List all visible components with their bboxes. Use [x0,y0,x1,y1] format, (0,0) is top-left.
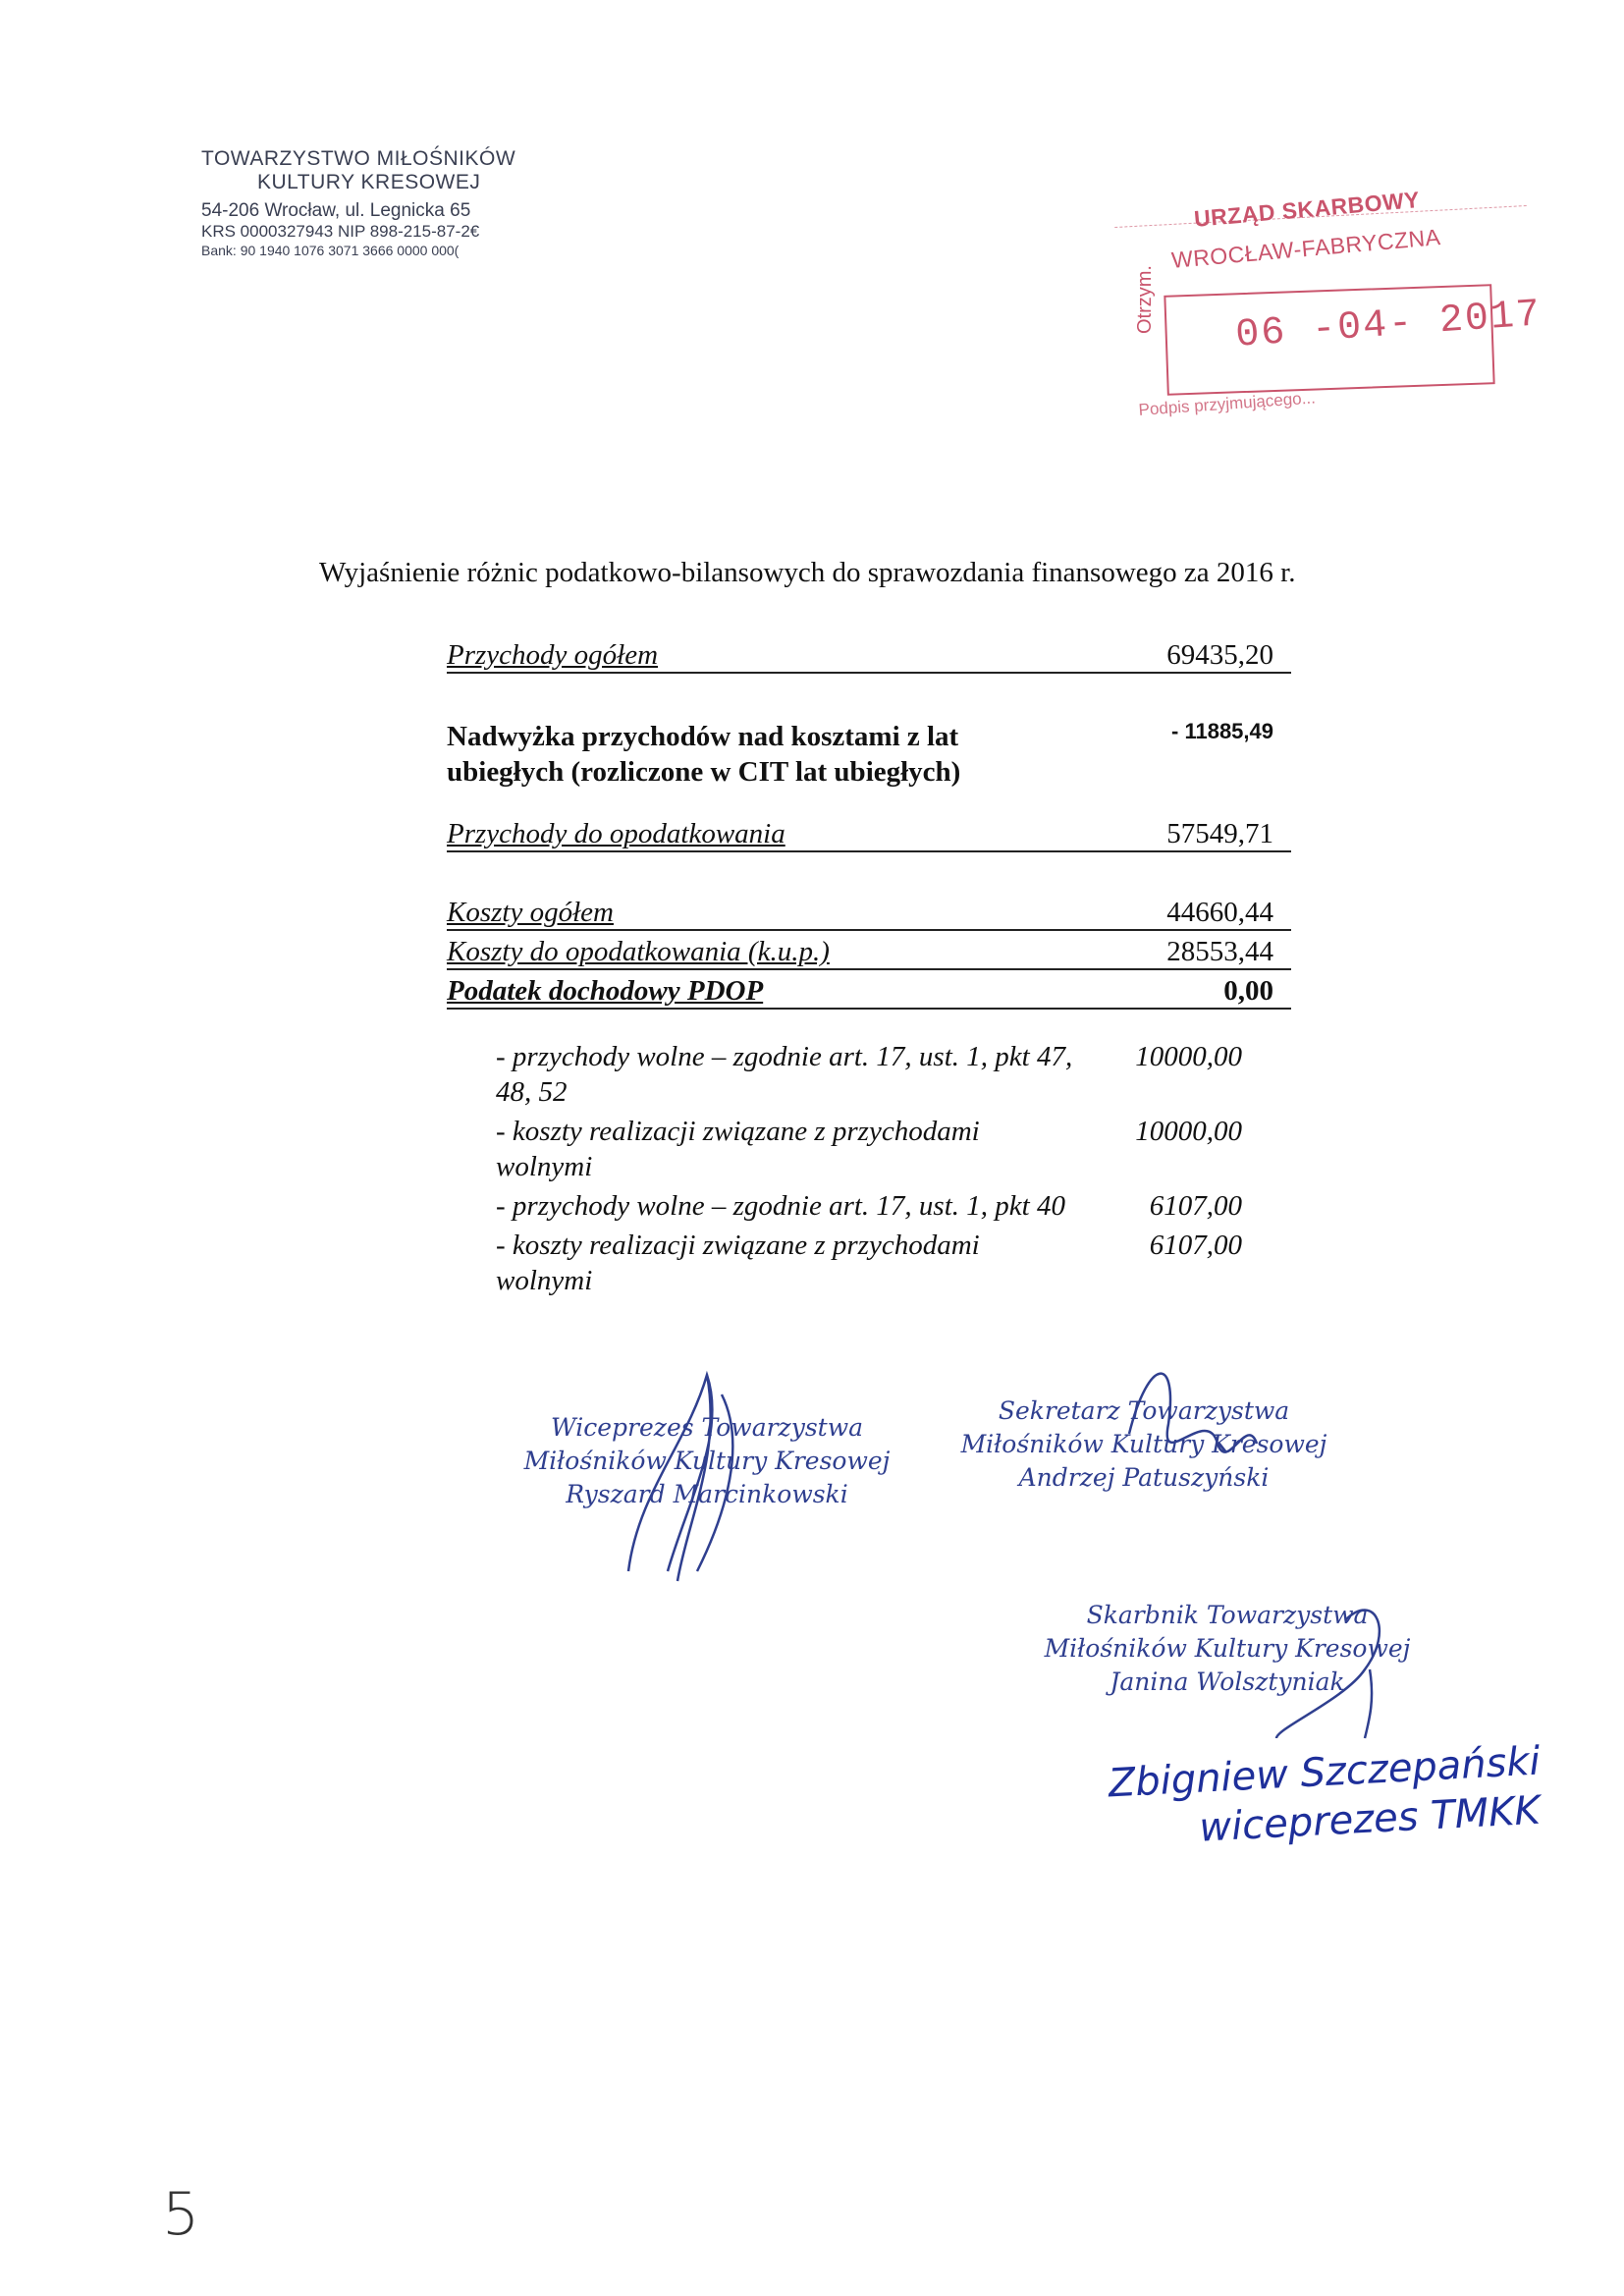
total-revenue-value: 69435,20 [1166,639,1273,671]
exemption-value: 6107,00 [1149,1190,1242,1222]
list-item [496,1039,1242,1110]
taxable-revenue-label: Przychody do opodatkowania [447,818,785,849]
exemptions-list [496,1039,1242,1302]
list-item [496,1188,1242,1224]
signature-stamp-treasurer [1021,1599,1434,1699]
income-tax-label: Podatek dochodowy PDOP [447,975,764,1007]
row-income-tax [447,970,1291,1010]
exemption-text: - koszty realizacji związane z przychodami wolnymi [496,1116,980,1182]
row-taxable-revenue [447,790,1291,852]
row-total-costs [447,852,1291,931]
stamp-received-label: Otrzym. [1134,265,1156,334]
signature-stamp-secretary [938,1394,1350,1495]
page-number: 5 [162,2180,200,2249]
taxable-revenue-value: 57549,71 [1166,818,1273,849]
prior-surplus-label: Nadwyżka przychodów nad kosztami z lat ubiegłych (rozliczone w CIT lat ubiegłych) [447,721,961,788]
income-tax-value: 0,00 [1223,975,1273,1007]
deductible-costs-value: 28553,44 [1166,936,1273,967]
tax-office-receipt-stamp [1114,186,1543,481]
handwritten-name: Zbigniew Szczepański [1107,1738,1542,1807]
org-name-line2: KULTURY KRESOWEJ [257,171,481,193]
exemption-value: 10000,00 [1135,1041,1242,1072]
org-name-line1: TOWARZYSTWO MIŁOŚNIKÓW [201,147,516,170]
stamp-signature-label: Podpis przyjmującego... [1138,388,1317,419]
tax-summary-table [447,629,1291,1010]
deductible-costs-label: Koszty do opodatkowania (k.u.p.) [447,936,830,967]
signatory-title: Skarbnik Towarzystwa [1086,1601,1369,1629]
exemption-value: 10000,00 [1135,1116,1242,1147]
signatory-name: Ryszard Marcinkowski [566,1480,848,1508]
row-total-revenue [447,629,1291,674]
signatory-name: Andrzej Patuszyński [1018,1463,1270,1492]
handwritten-note [1108,1737,1544,1858]
org-bank-account: Bank: 90 1940 1076 3071 3666 0000 000( [201,243,460,258]
total-revenue-label: Przychody ogółem [447,639,659,671]
signatory-title: Wiceprezes Towarzystwa [550,1413,864,1442]
exemption-value: 6107,00 [1149,1230,1242,1261]
stamp-office-name: URZĄD SKARBOWY [1193,186,1421,232]
stamp-office-city: WROCŁAW-FABRYCZNA [1170,224,1442,273]
handwritten-title: wiceprezes TMKK [1198,1787,1542,1851]
signatory-organization: Miłośników Kultury Kresowej [523,1447,891,1475]
signatory-name: Janina Wolsztyniak [1110,1667,1345,1696]
list-item [496,1228,1242,1298]
row-prior-surplus [447,674,1291,790]
org-registry: KRS 0000327943 NIP 898-215-87-2€ [201,222,480,241]
stamp-received-date: 06 -04- 2017 [1234,293,1543,358]
total-costs-label: Koszty ogółem [447,897,614,928]
exemption-text: - przychody wolne – zgodnie art. 17, ust. 1, pkt 47, 48, 52 [496,1041,1073,1108]
list-item [496,1114,1242,1184]
prior-surplus-value: - 11885,49 [1171,719,1273,743]
signatory-organization: Miłośników Kultury Kresowej [1044,1634,1411,1663]
signatory-organization: Miłośników Kultury Kresowej [960,1430,1327,1458]
organization-letterhead-stamp [201,147,574,260]
total-costs-value: 44660,44 [1166,897,1273,928]
signatory-title: Sekretarz Towarzystwa [998,1396,1290,1425]
row-deductible-costs [447,931,1291,970]
exemption-text: - koszty realizacji związane z przychodami wolnymi [496,1230,980,1296]
org-address: 54-206 Wrocław, ul. Legnicka 65 [201,200,471,221]
exemption-text: - przychody wolne – zgodnie art. 17, ust. 1, pkt 40 [496,1190,1065,1222]
document-heading: Wyjaśnienie różnic podatkowo-bilansowych do sprawozdania finansowego za 2016 r. [319,557,1296,588]
signature-stamp-vice-president [511,1411,903,1511]
